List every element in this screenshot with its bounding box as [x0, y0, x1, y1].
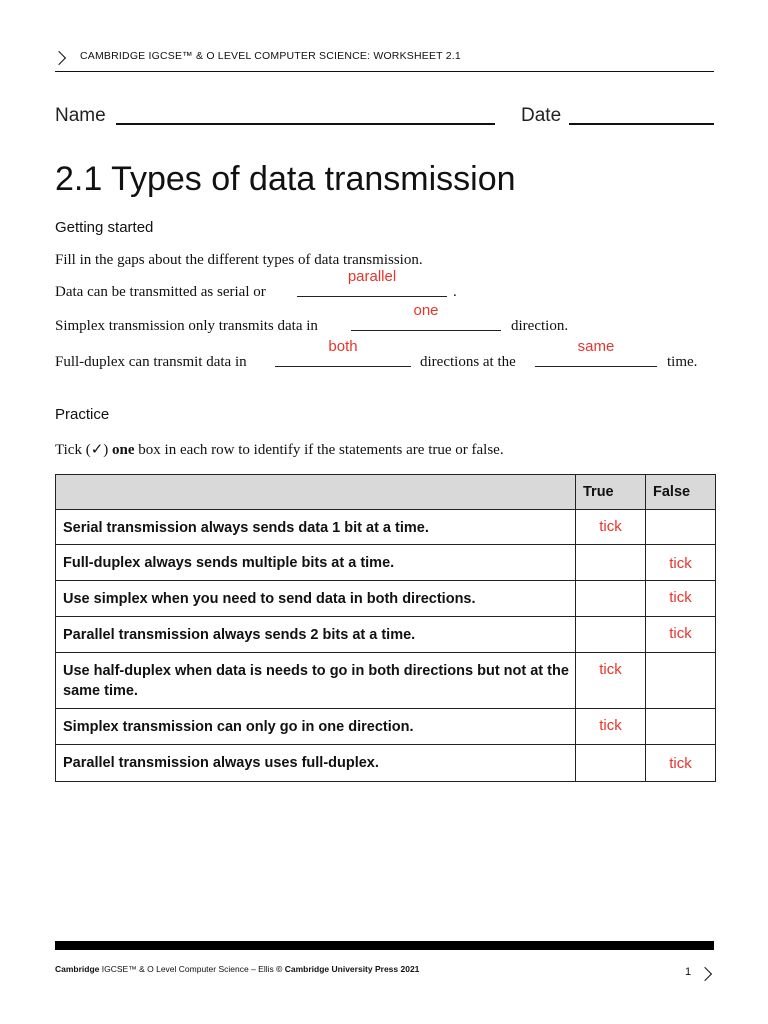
- statement-cell: Use half-duplex when data is needs to go in both directions but not at the same time.: [56, 653, 576, 709]
- table-row: [56, 581, 716, 617]
- true-checkbox-cell[interactable]: tick: [576, 653, 646, 709]
- false-column-header: False: [646, 475, 716, 510]
- sentence-3-text: Full-duplex can transmit data in: [55, 354, 247, 370]
- sentence-1-text: Data can be transmitted as serial or: [55, 284, 266, 300]
- statement-cell: Full-duplex always sends multiple bits at a time.: [56, 545, 576, 581]
- footer-copyright: © Cambridge University Press 2021: [276, 964, 420, 974]
- date-label: Date: [521, 105, 562, 126]
- true-checkbox-cell[interactable]: [576, 545, 646, 581]
- sentence-2-text: Simplex transmission only transmits data in: [55, 318, 318, 334]
- true-column-header: True: [576, 475, 646, 510]
- table-row: [56, 653, 716, 709]
- next-page-chevron-icon[interactable]: [698, 967, 712, 981]
- answer-parallel: parallel: [347, 268, 397, 285]
- footer-bar: [55, 941, 714, 950]
- statement-cell: Simplex transmission can only go in one direction.: [56, 709, 576, 745]
- sentence-3-end: time.: [667, 354, 698, 370]
- date-field[interactable]: [569, 123, 714, 125]
- sentence-3-middle: directions at the: [420, 354, 516, 370]
- gap-simplex[interactable]: [351, 302, 501, 331]
- gap-serial-or[interactable]: [297, 268, 447, 297]
- true-checkbox-cell[interactable]: [576, 581, 646, 617]
- true-checkbox-cell[interactable]: [576, 617, 646, 653]
- footer-credit: [55, 964, 419, 974]
- name-field[interactable]: [116, 123, 495, 125]
- true-false-table: [55, 474, 716, 782]
- instruction-part-1: Tick (✓): [55, 442, 109, 458]
- false-checkbox-cell[interactable]: [646, 709, 716, 745]
- statement-cell: Serial transmission always sends data 1 bit at a time.: [56, 510, 576, 545]
- false-checkbox-cell[interactable]: [646, 510, 716, 545]
- page-title: 2.1 Types of data transmission: [55, 160, 516, 198]
- header-rule: [55, 71, 714, 72]
- statement-cell: Parallel transmission always uses full-duplex.: [56, 745, 576, 782]
- true-checkbox-cell[interactable]: tick: [576, 510, 646, 545]
- table-row: [56, 545, 716, 581]
- sentence-1-end: .: [453, 284, 457, 300]
- footer-publisher: Cambridge: [55, 964, 100, 974]
- sentence-2-end: direction.: [511, 318, 569, 334]
- worksheet-header: CAMBRIDGE IGCSE™ & O LEVEL COMPUTER SCIENCE: WORKSHEET 2.1: [80, 50, 461, 62]
- table-row: [56, 709, 716, 745]
- instruction-part-2: box in each row to identify if the statements are true or false.: [138, 442, 504, 458]
- true-checkbox-cell[interactable]: tick: [576, 709, 646, 745]
- chevron-right-icon: [52, 51, 66, 65]
- answer-same: same: [577, 338, 615, 355]
- false-checkbox-cell[interactable]: [646, 653, 716, 709]
- answer-both: both: [328, 338, 358, 355]
- section-heading-getting-started: Getting started: [55, 219, 154, 236]
- gap-full-duplex-2[interactable]: [535, 338, 657, 367]
- false-checkbox-cell[interactable]: tick: [646, 617, 716, 653]
- table-row: [56, 510, 716, 545]
- page-number: 1: [685, 966, 692, 978]
- false-checkbox-cell[interactable]: tick: [646, 745, 716, 782]
- practice-instruction: [55, 440, 504, 459]
- answer-one: one: [413, 302, 439, 319]
- table-row: [56, 745, 716, 782]
- gap-full-duplex-1[interactable]: [275, 338, 411, 367]
- name-label: Name: [55, 105, 106, 126]
- false-checkbox-cell[interactable]: tick: [646, 545, 716, 581]
- table-row: [56, 617, 716, 653]
- section-heading-practice: Practice: [55, 406, 110, 423]
- statement-cell: Parallel transmission always sends 2 bits at a time.: [56, 617, 576, 653]
- false-checkbox-cell[interactable]: tick: [646, 581, 716, 617]
- true-checkbox-cell[interactable]: [576, 745, 646, 782]
- statement-column-header: [56, 475, 576, 510]
- instruction-text: Fill in the gaps about the different types of data transmission.: [55, 252, 423, 268]
- footer-course: IGCSE™ & O Level Computer Science – Ellis: [101, 964, 274, 974]
- statement-cell: Use simplex when you need to send data in both directions.: [56, 581, 576, 617]
- instruction-emphasis: one: [112, 442, 135, 458]
- table-header-row: [56, 475, 716, 510]
